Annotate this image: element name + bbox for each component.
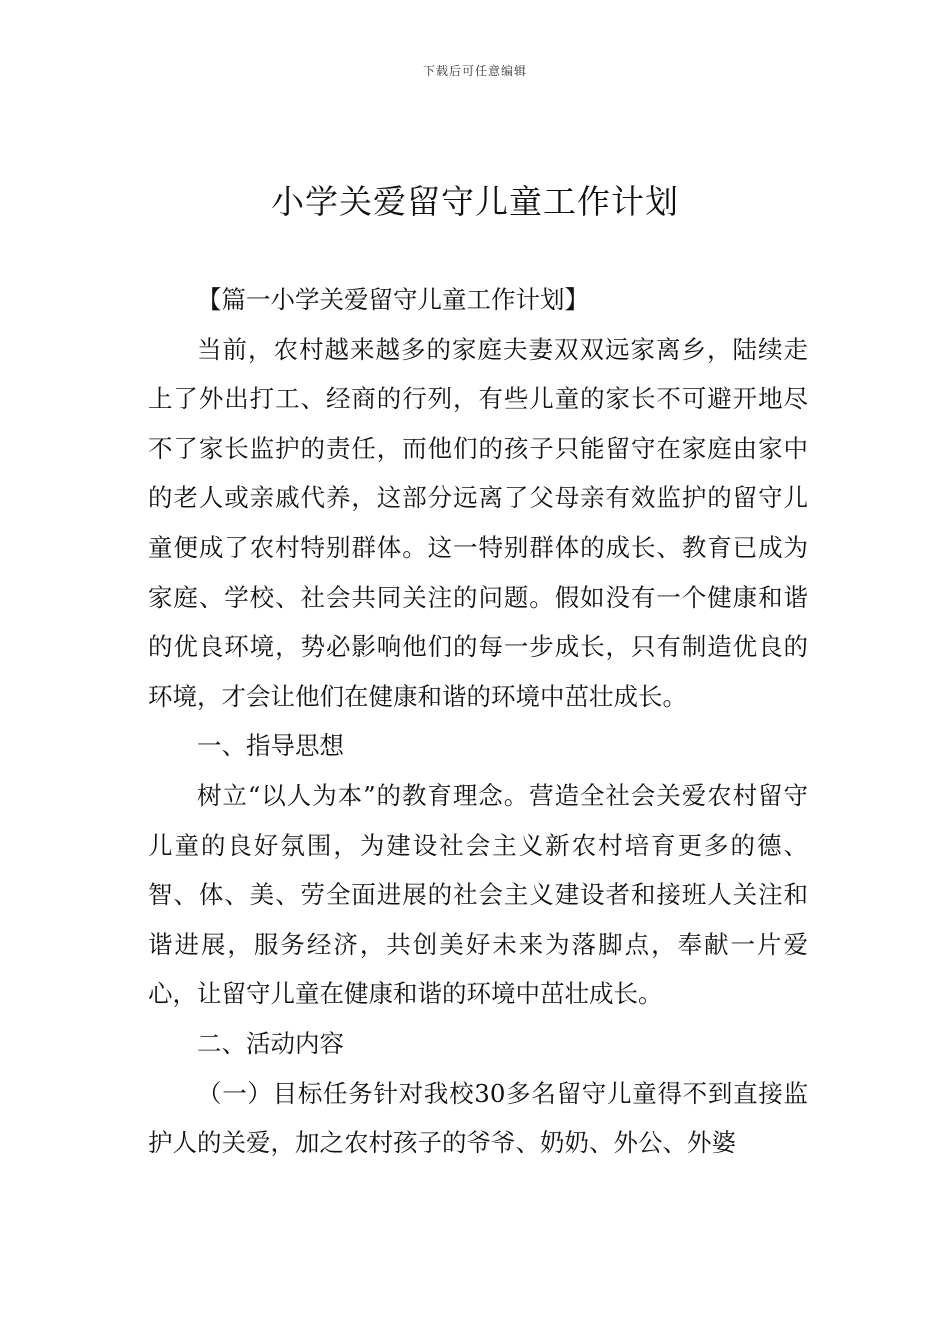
paragraph: 当前，农村越来越多的家庭夫妻双双远家离乡，陆续走上了外出打工、经商的行列，有些儿童的家长不可避开地尽不了家长监护的责任，而他们的孩子只能留守在家庭由家中的老人或亲戚代养，这部分远离了父母亲有效监护的留守儿童便成了农村特别群体。这一特别群体的成长、教育已成为家庭、学校、社会共同关注的问题。假如没有一个健康和谐的优良环境，势必影响他们的每一步成长，只有制造优良的环境，才会让他们在健康和谐的环境中茁壮成长。 (148, 334, 808, 711)
section-heading: 二、活动内容 (197, 1028, 344, 1058)
document-body (148, 275, 808, 1168)
paragraph: 树立“以人为本”的教育理念。营造全社会关爱农村留守儿童的良好氛围，为建设社会主义新农村培育更多的德、智、体、美、劳全面进展的社会主义建设者和接班人关注和谐进展，服务经济，共创美好未来为落脚点，奉献一片爱心，让留守儿童在健康和谐的环境中茁壮成长。 (148, 780, 808, 1009)
header-note: 下载后可任意编辑 (422, 64, 527, 78)
paragraph: （一）目标任务针对我校30多名留守儿童得不到直接监护人的关爱，加之农村孩子的爷爷、奶奶、外公、外婆 (148, 1078, 808, 1158)
section-heading: 一、指导思想 (197, 731, 344, 761)
section-heading: 【篇一小学关爱留守儿童工作计划】 (197, 285, 589, 314)
document-title: 小学关爱留守儿童工作计划 (271, 182, 679, 221)
